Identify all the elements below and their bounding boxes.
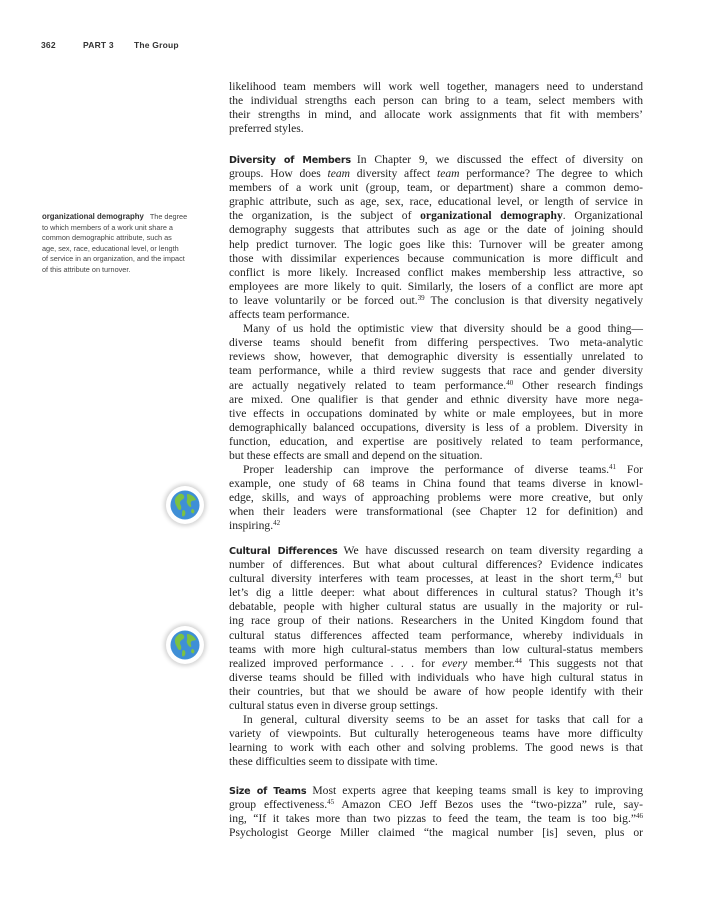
text: groups. How does: [229, 167, 328, 181]
text-line: Psychologist George Miller claimed “the magical number [is] seven, plus or: [229, 826, 643, 840]
text-line: graphic attribute, such as age, sex, race, educational level, or length of service in: [229, 195, 643, 209]
cultural-differences-section: [229, 544, 643, 770]
italic-text: team: [327, 167, 351, 181]
text: the organization, is the subject of: [229, 209, 421, 223]
footnote-ref: 39: [417, 293, 425, 302]
text-line: learning to work with each other and solving problems. The good news is that: [229, 741, 643, 755]
text-line: are mixed. One qualifier is that gender and ethnic diversity have more nega-: [229, 392, 643, 406]
section-heading: Cultural Differences: [229, 546, 338, 557]
footnote-ref: 41: [609, 463, 617, 472]
text-line: tive effects in occupations dominated by white or male employees, but in more: [229, 406, 643, 420]
text-line: preferred styles.: [229, 122, 304, 136]
text: inspiring.: [229, 519, 274, 533]
globe-icon: [166, 626, 204, 664]
text-line: diverse teams should be filled with individuals who have high cultural status in: [229, 670, 643, 684]
text-line: likelihood team members will work well together, managers need to understand: [229, 80, 643, 93]
text-line: let’s dig a little deeper: what about differences in cultural status? Though it’s: [229, 586, 643, 600]
page-number: 362: [41, 40, 56, 50]
text: Proper leadership can improve the performance of diverse teams.: [243, 463, 610, 477]
part-label: PART 3: [83, 40, 114, 50]
text: performance? The degree to which: [459, 167, 643, 181]
text: cultural diversity interferes with team processes, at least in the short term,: [229, 572, 615, 586]
footnote-ref: 46: [636, 812, 643, 821]
text-line: number of differences. But what about cultural differences? Evidence indicates: [229, 558, 643, 572]
text-line: ing race group of their nations. Researchers in the United Kingdom found that: [229, 614, 643, 628]
text-line: these difficulties seem to dissipate with time.: [229, 755, 438, 769]
text-line: cultural status differences affected team performance, whereby individuals in: [229, 628, 643, 642]
footnote-ref: 43: [614, 572, 622, 581]
text-line: their countries, but that we should be aware of how people identify with their: [229, 684, 643, 698]
text: We have discussed research on team diversity regarding a: [343, 544, 643, 557]
text: but: [621, 572, 643, 586]
size-of-teams-section: [229, 784, 643, 840]
footnote-ref: 45: [327, 798, 335, 807]
text-line: help predict turnover. The logic goes like this: Turnover will be greater among: [229, 237, 643, 251]
text: group effectiveness.: [229, 798, 328, 812]
glossary-text: to which members of a work unit share a: [42, 222, 173, 232]
glossary-text: of service in an organization, and the impact: [42, 254, 185, 264]
globe-icon: [166, 486, 204, 524]
italic-text: team: [436, 167, 460, 181]
margin-glossary-definition: [42, 212, 207, 276]
text-line: teams with more high cultural-status members than low cultural-status members: [229, 642, 643, 656]
text: to leave voluntarily or be forced out.: [229, 293, 418, 307]
text-line: Many of us hold the optimistic view that diversity should be a good thing—: [243, 322, 643, 336]
text-line: team performance, while a third review suggests that race and gender diversity: [229, 364, 643, 378]
text-line: their strengths in mind, and allocate work assignments that fit with members’: [229, 108, 643, 122]
text: The conclusion is that diversity negatively: [424, 293, 643, 307]
intro-paragraph: [229, 80, 643, 136]
glossary-text: common demographic attribute, such as: [42, 233, 172, 243]
text: diversity affect: [350, 167, 437, 181]
text-line: the individual strengths each person can bring to a team, select members with: [229, 94, 643, 108]
glossary-text: The degree: [149, 212, 188, 221]
text-line: members of a work unit (group, team, or department) share a common demo-: [229, 181, 643, 195]
text-line: debatable, people with higher cultural status are usually in the majority or rul-: [229, 600, 643, 614]
text-line: variety of viewpoints. But culturally heterogeneous teams have more difficulty: [229, 727, 643, 741]
text-line: employees are more likely to quit. Similarly, the losers of a conflict are more apt: [229, 279, 643, 293]
glossary-text: of this attribute on turnover.: [42, 264, 131, 274]
part-title: The Group: [134, 40, 179, 50]
text: ing, “If it takes more than two pizzas to feed the team, the team is too big.”: [229, 812, 636, 826]
text: In Chapter 9, we discussed the effect of diversity on: [356, 153, 643, 166]
section-heading: Diversity of Members: [229, 155, 351, 166]
text-line: In general, cultural diversity seems to be an asset for tasks that call for a: [243, 713, 643, 727]
text-line: demographically balanced occupations, diversity is less of a problem. Diversity in: [229, 420, 643, 434]
text-line: cultural status even in diverse group settings.: [229, 699, 438, 713]
footnote-ref: 42: [273, 519, 281, 528]
footnote-ref: 40: [506, 378, 514, 387]
text: . Organizational: [562, 209, 643, 223]
text: Most experts agree that keeping teams small is key to improving: [312, 784, 643, 797]
text: Other research findings: [513, 378, 643, 392]
text-line: those with dissimilar experiences because communication is more difficult and: [229, 251, 643, 265]
text-line: conflict is more likely. Increased conflict makes membership less attractive, so: [229, 265, 643, 279]
text: This suggests not that: [521, 656, 643, 670]
text-line: example, one study of 68 teams in China found that teams diverse in knowl-: [229, 477, 643, 491]
glossary-text: age, sex, race, educational level, or length: [42, 243, 179, 253]
text-line: but these effects are small and depend on the situation.: [229, 448, 483, 462]
diversity-of-members-section: [229, 153, 643, 534]
text-line: edge, skills, and ways of approaching problems were more creative, but only: [229, 491, 643, 505]
text: are actually negatively related to team performance.: [229, 378, 507, 392]
text-line: reviews show, however, that demographic diversity is essentially unrelated to: [229, 350, 643, 364]
text: member.: [467, 656, 515, 670]
section-heading: Size of Teams: [229, 786, 307, 797]
key-term: organizational demography: [420, 209, 563, 223]
glossary-term: organizational demography: [42, 212, 144, 221]
text: realized improved performance . . . for: [229, 656, 443, 670]
text-line: demography suggests that attributes such as age or the date of joining should: [229, 223, 643, 237]
text-line: function, education, and expertise are positively related to team performance,: [229, 434, 643, 448]
text-line: diverse teams should benefit from differing perspectives. Two meta-analytic: [229, 336, 643, 350]
footnote-ref: 44: [514, 656, 522, 665]
italic-text: every: [442, 656, 468, 670]
text: Amazon CEO Jeff Bezos uses the “two-pizza” rule, say-: [334, 798, 643, 812]
text: For: [616, 463, 644, 477]
text-line: when their leaders were transformational (see Chapter 12 for definition) and: [229, 505, 643, 519]
text-line: affects team performance.: [229, 308, 350, 322]
